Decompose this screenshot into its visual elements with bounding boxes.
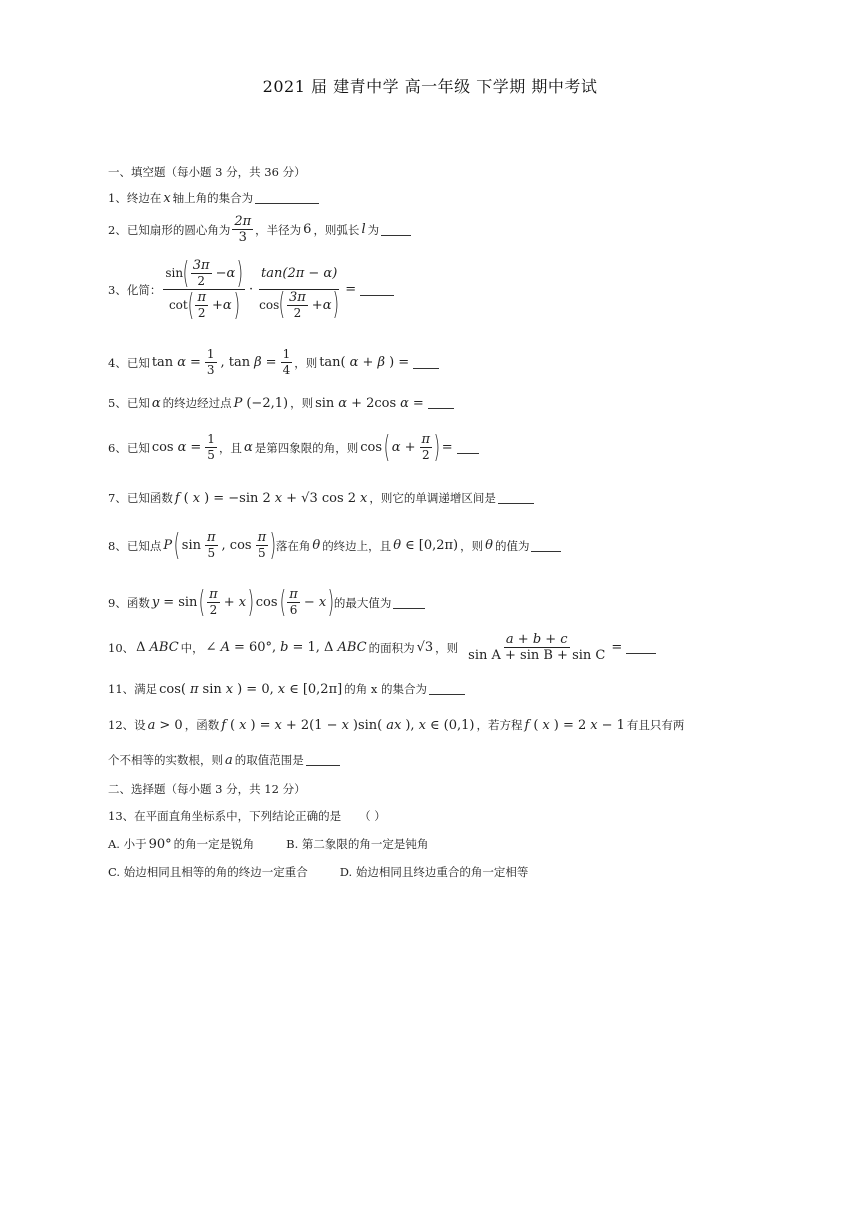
option-d[interactable]: D. 始边相同且终边重合的角一定相等 [339, 865, 529, 879]
question-1: 1、终边在 x 轴上角的集合为 [108, 190, 319, 206]
answer-blank[interactable] [428, 407, 454, 409]
question-13-options-cd [108, 864, 528, 880]
answer-blank[interactable] [498, 502, 534, 504]
answer-blank[interactable] [531, 550, 561, 552]
answer-blank[interactable] [306, 764, 340, 766]
section-heading-fill-in: 一、填空题（每小题 3 分，共 36 分） [108, 165, 306, 179]
answer-blank[interactable] [413, 367, 439, 369]
question-7: 7、已知函数 f ( x ) = −sin 2 x + √3 cos 2 x ，则它的单调递增区间是 [108, 490, 534, 506]
answer-blank[interactable] [255, 202, 319, 204]
option-c[interactable]: C. 始边相同且相等的角的终边一定重合 [108, 865, 308, 879]
answer-blank[interactable] [360, 294, 394, 296]
question-8: 8、已知点 P ( sin $\frac{\pi}{5}$ , cos $\frac{\pi}{5}$ ) 落在角 θ 的终边上，且 θ ∈ [0,2π) ，则 θ 的值为 [108, 530, 561, 561]
answer-blank[interactable] [393, 607, 425, 609]
question-9: 9、函数 y = sin ( $\frac{\pi}{2}$ + x ) cos ( $\frac{\pi}{6}$ − x ) 的最大值为 [108, 587, 425, 618]
question-13: 13、在平面直角坐标系中，下列结论正确的是 （ ） [108, 809, 386, 823]
question-5: 5、已知 α 的终边经过点 P (−2,1) ，则 sin α + 2cos α = [108, 395, 454, 411]
option-a[interactable]: A. 小于 90° 的角一定是锐角 [108, 837, 255, 852]
question-4: 4、已知 tan α = $\frac{1}{3}$ , tan β = $\frac{1}{4}$ ，则 tan( α + β ) = [108, 347, 439, 378]
question-3: 3、化简： sin ( $\frac{3\pi}{2}$ −α ) cot ( $\frac{\pi}{2}$ +α ) · tan(2π − α) cos ( $\frac{3\pi}{2}$ +α ) = [108, 258, 394, 321]
answer-blank[interactable] [381, 234, 411, 236]
question-12-continued: 个不相等的实数根，则 a 的取值范围是 [108, 752, 340, 768]
answer-blank[interactable] [429, 693, 465, 695]
answer-blank[interactable] [457, 452, 479, 454]
question-10: 10、 Δ ABC 中， ∠ A = 60°, b = 1, Δ ABC 的面积为 √3 ，则 $\frac{a + b + c}{\text{sin A + sin B + sin C}}$ = [108, 632, 656, 663]
question-6: 6、已知 cos α = $\frac{1}{5}$ ，且 α 是第四象限的角，则 cos ( α + $\frac{\pi}{2}$ ) = [108, 432, 479, 463]
question-11: 11、满足 cos( π sin x ) = 0, x ∈ [0,2π] 的角 x 的集合为 [108, 681, 465, 697]
question-2: 2、已知扇形的圆心角为 $\frac{2\pi}{3}$ ，半径为 6 ，则弧长 l 为 [108, 214, 411, 245]
question-13-options-ab [108, 836, 428, 852]
exam-title: 2021 届 建青中学 高一年级 下学期 期中考试 [262, 77, 598, 96]
section-heading-choice: 二、选择题（每小题 3 分，共 12 分） [108, 782, 306, 796]
question-12: 12、设 a > 0 ，函数 f ( x ) = x + 2(1 − x )sin( ax ), x ∈ (0,1) ，若方程 f ( x ) = 2 x − 1 有且只有两 [108, 717, 685, 733]
option-b[interactable]: B. 第二象限的角一定是钝角 [286, 837, 429, 851]
answer-blank[interactable] [626, 652, 656, 654]
